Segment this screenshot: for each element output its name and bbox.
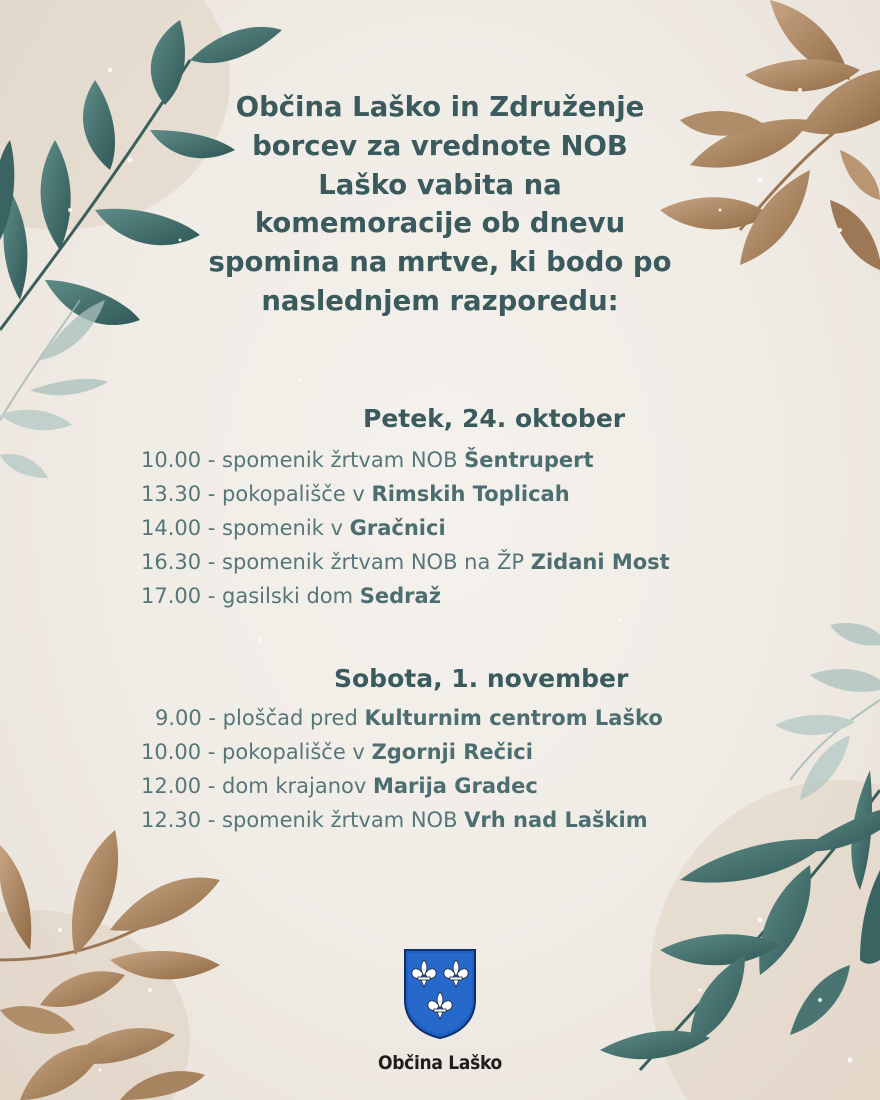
- event-place: Rimskih Toplicah: [371, 482, 570, 506]
- event-time-desc: 9.00 - ploščad pred: [155, 706, 365, 730]
- title-line: komemoracije ob dnevu: [254, 207, 626, 240]
- title-line: Laško vabita na: [318, 168, 562, 201]
- title-line: borcev za vrednote NOB: [252, 129, 628, 162]
- event-place: Zgornji Rečici: [371, 740, 533, 764]
- schedule-item: [141, 738, 533, 766]
- title-line: naslednjem razporedu:: [261, 284, 619, 317]
- schedule-item: [141, 548, 670, 576]
- event-time-desc: 12.30 - spomenik žrtvam NOB: [141, 808, 465, 832]
- schedule-item: [155, 704, 663, 732]
- schedule-item: [141, 582, 441, 610]
- schedule-item: [141, 806, 648, 834]
- event-place: Marija Gradec: [372, 774, 538, 798]
- event-place: Kulturnim centrom Laško: [364, 706, 663, 730]
- day-heading-friday: Petek, 24. oktober: [363, 404, 626, 433]
- event-time-desc: 12.00 - dom krajanov: [141, 774, 373, 798]
- event-time-desc: 16.30 - spomenik žrtvam NOB na ŽP: [141, 550, 531, 574]
- invitation-title: [150, 88, 730, 321]
- event-place: Zidani Most: [530, 550, 670, 574]
- event-place: Gračnici: [349, 516, 446, 540]
- event-place: Šentrupert: [464, 448, 594, 472]
- event-time-desc: 14.00 - spomenik v: [141, 516, 350, 540]
- event-place: Sedraž: [359, 584, 441, 608]
- schedule-item: [141, 480, 570, 508]
- title-line: spomina na mrtve, ki bodo po: [208, 246, 672, 279]
- title-line: Občina Laško in Združenje: [235, 91, 645, 123]
- day-heading-saturday: Sobota, 1. november: [334, 664, 629, 693]
- schedule-item: [141, 772, 538, 800]
- schedule-item: [141, 514, 446, 542]
- event-time-desc: 10.00 - spomenik žrtvam NOB: [141, 448, 465, 472]
- event-time-desc: 17.00 - gasilski dom: [141, 584, 360, 608]
- schedule-item: [141, 446, 594, 474]
- event-place: Vrh nad Laškim: [464, 808, 648, 832]
- event-time-desc: 13.30 - pokopališče v: [141, 482, 372, 506]
- event-time-desc: 10.00 - pokopališče v: [141, 740, 372, 764]
- fleur-de-lis-shield-icon: [403, 948, 477, 1040]
- organization-name: Občina Laško: [377, 1052, 502, 1074]
